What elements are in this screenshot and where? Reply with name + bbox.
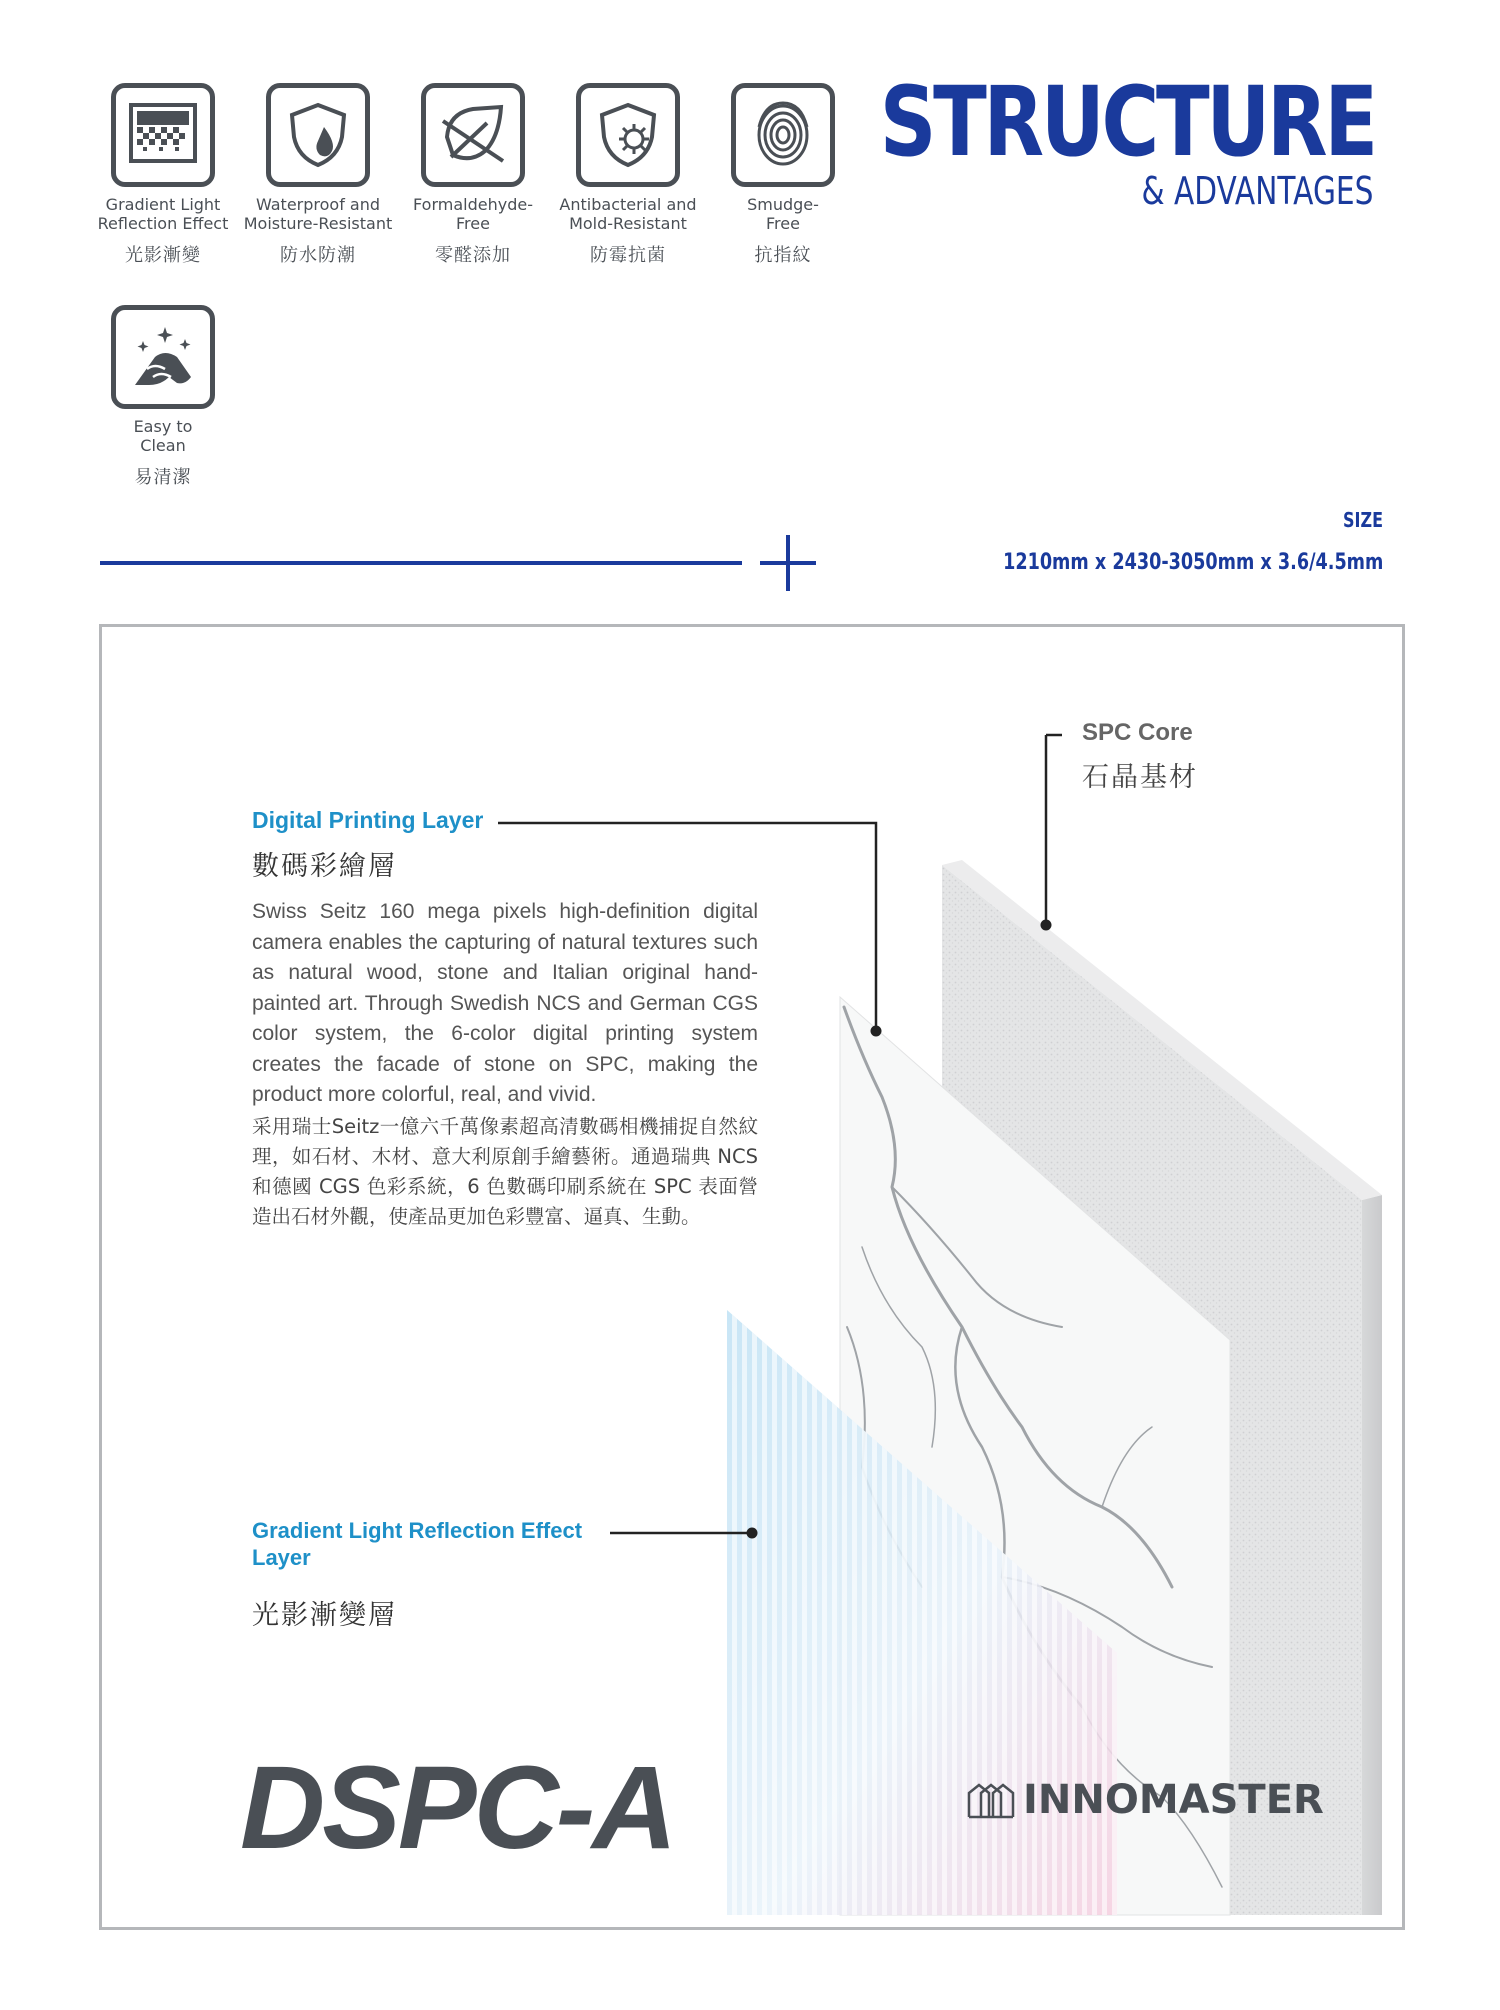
feature-formaldehyde-free xyxy=(393,83,553,267)
brand-logo xyxy=(967,1777,1324,1823)
page-title: STRUCTURE xyxy=(879,66,1375,178)
leaf-no-icon xyxy=(421,83,525,187)
feature-label-en: Easy to Clean xyxy=(133,417,193,455)
feature-label-zh: 防水防潮 xyxy=(280,245,356,266)
gradient-layer-title-zh: 光影漸變層 xyxy=(252,1600,397,1631)
digital-layer-title: Digital Printing Layer xyxy=(252,807,484,833)
structure-panel xyxy=(99,624,1405,1930)
feature-label-zh: 光影漸變 xyxy=(125,245,201,266)
feature-label-en: Gradient Light Reflection Effect xyxy=(97,195,229,233)
feature-gradient-light xyxy=(83,83,243,267)
brand-mark-icon xyxy=(967,1781,1015,1819)
digital-layer-description: Swiss Seitz 160 mega pixels high-definition digital camera enables the capturing of natural textures such as natural wood, stone and Italian original hand-painted art. Through Swedish NCS and German CGS color system, the 6-color digital printing system creates the facade of stone on SPC, making the product more colorful, real, and vivid. xyxy=(252,900,758,1106)
divider-line xyxy=(100,561,742,565)
gradient-layer-title: Gradient Light Reflection Effect Layer xyxy=(252,1518,583,1570)
feature-label-zh: 防霉抗菌 xyxy=(590,245,666,266)
shield-drop-icon xyxy=(266,83,370,187)
feature-smudge-free xyxy=(703,83,863,267)
feature-label-en: Formaldehyde- Free xyxy=(413,195,533,233)
spc-core-title-zh: 石晶基材 xyxy=(1082,762,1198,793)
shield-virus-icon xyxy=(576,83,680,187)
hand-wipe-icon xyxy=(111,305,215,409)
feature-antibacterial xyxy=(548,83,708,267)
feature-label-en: Antibacterial and Mold-Resistant xyxy=(559,195,697,233)
plus-icon-vertical xyxy=(786,535,790,591)
fingerprint-icon xyxy=(731,83,835,187)
page-subtitle: & ADVANTAGES xyxy=(1140,169,1373,213)
feature-label-en: Waterproof and Moisture-Resistant xyxy=(243,195,393,233)
feature-label-zh: 零醛添加 xyxy=(435,245,511,266)
feature-label-en: Smudge- Free xyxy=(747,195,819,233)
digital-layer-description-zh: 采用瑞士Seitz一億六千萬像素超高清數碼相機捕捉自然紋理，如石材、木材、意大利原創手繪藝術。通過瑞典 NCS 和德國 CGS 色彩系統，6 色數碼印刷系統在 SPC 表面營造出石材外觀，使產品更加色彩豐富、逼真、生動。 xyxy=(252,1115,758,1228)
gradient-grid-icon xyxy=(111,83,215,187)
digital-layer-title-zh: 數碼彩繪層 xyxy=(252,851,397,882)
size-value: 1210mm x 2430-3050mm x 3.6/4.5mm xyxy=(1002,550,1383,575)
feature-label-zh: 易清潔 xyxy=(134,467,192,488)
spc-core-title: SPC Core xyxy=(1082,719,1193,746)
feature-waterproof xyxy=(238,83,398,267)
size-label: SIZE xyxy=(1342,508,1383,532)
product-name: DSPC-A xyxy=(240,1742,675,1874)
feature-easy-clean xyxy=(83,305,243,489)
feature-label-zh: 抗指紋 xyxy=(754,245,812,266)
brand-name: INNOMASTER xyxy=(1023,1777,1324,1823)
